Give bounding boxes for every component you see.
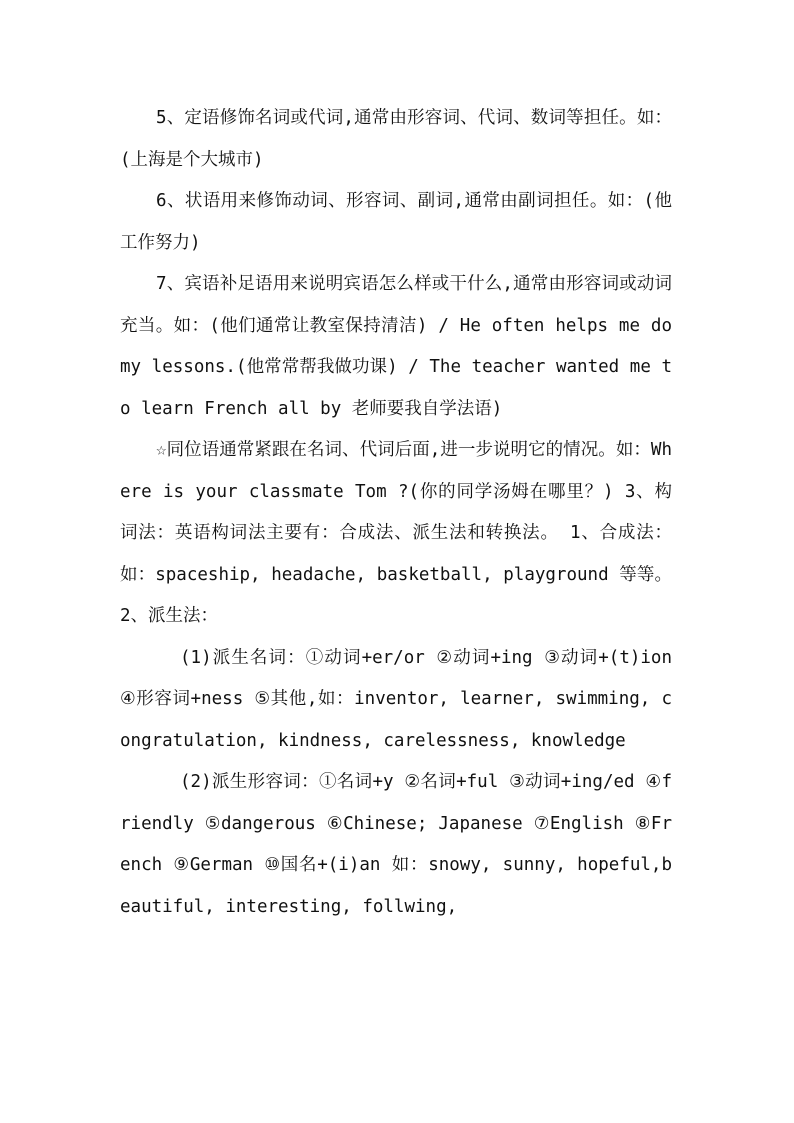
paragraph-derived-adjectives: (2)派生形容词：①名词+y ②名词+ful ③动词+ing/ed ④friendly ⑤dangerous ⑥Chinese; Japanese ⑦English ⑧French ⑨German ⑩国名+(i)an 如：snowy, sunny, hopeful,beautiful, interesting, follwing, <box>120 772 672 917</box>
document-body <box>120 98 672 928</box>
paragraph-object-complement: 7、宾语补足语用来说明宾语怎么样或干什么,通常由形容词或动词充当。如：(他们通常让教室保持清洁) / He often helps me do my lessons.(他常常帮我做功课) / The teacher wanted me to learn French all by 老师要我自学法语) <box>120 274 672 419</box>
paragraph-appositive-word-formation: ☆同位语通常紧跟在名词、代词后面,进一步说明它的情况。如：Where is your classmate Tom ?(你的同学汤姆在哪里？) 3、构词法：英语构词法主要有：合成法、派生法和转换法。 1、合成法：如：spaceship, headache, basketball, playground 等等。 2、派生法： <box>120 440 672 626</box>
paragraph-attributive: 5、定语修饰名词或代词,通常由形容词、代词、数词等担任。如： (上海是个大城市) <box>120 108 672 170</box>
paragraph-derived-nouns: (1)派生名词：①动词+er/or ②动词+ing ③动词+(t)ion ④形容词+ness ⑤其他,如：inventor, learner, swimming, congratulation, kindness, carelessness, knowledge <box>120 647 672 751</box>
paragraph-adverbial: 6、状语用来修饰动词、形容词、副词,通常由副词担任。如：(他工作努力) <box>120 191 672 253</box>
